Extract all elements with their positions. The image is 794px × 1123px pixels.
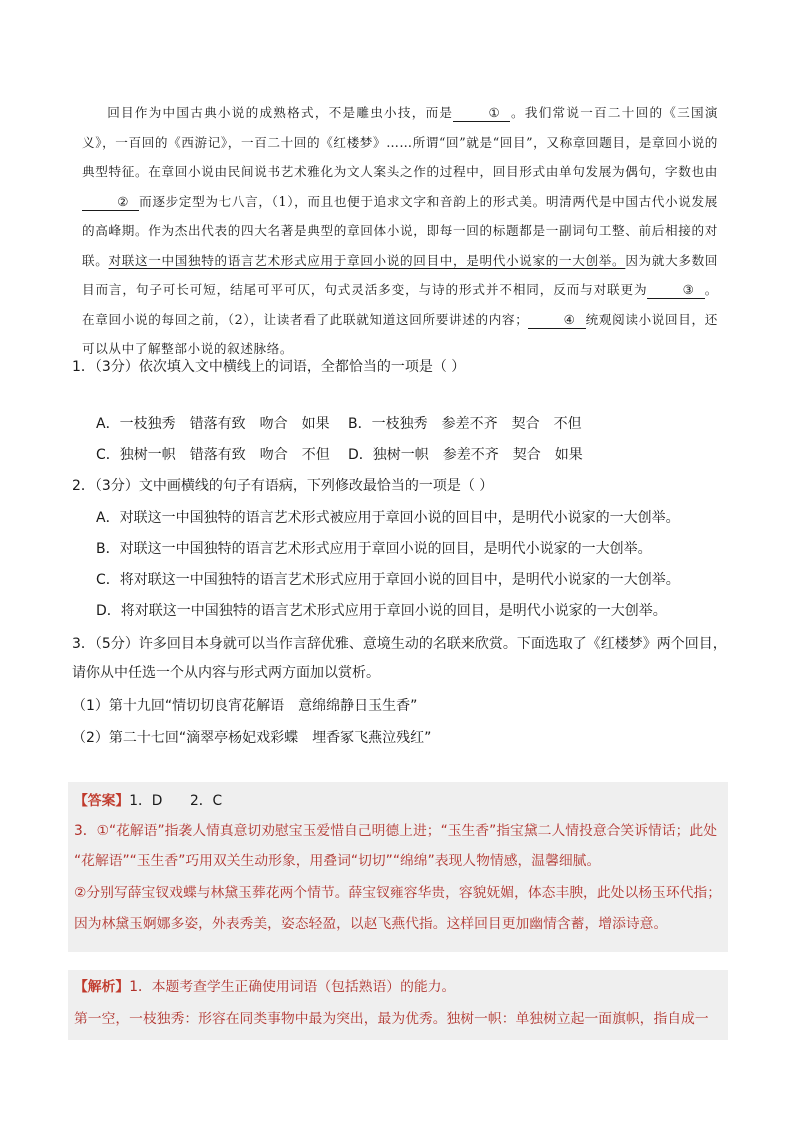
- question-2-stem: 2．（3分）文中画横线的句子有语病，下列修改最恰当的一项是（ ）: [72, 478, 494, 494]
- blank-4: ④: [528, 312, 585, 329]
- question-3-stem-line1: 3．（5分）许多回目本身就可以当作言辞优雅、意境生动的名联来欣赏。下面选取了《红楼梦》两个回目，: [72, 636, 727, 652]
- analysis-tag: 【解析】: [74, 979, 130, 995]
- underlined-sentence: 对联这一中国独特的语言艺术形式应用于章回小说的回目中，是明代小说家的一大创举。: [108, 252, 626, 268]
- q3-item-1: （1）第十九回“情切切良宵花解语 意绵绵静日玉生香”: [72, 698, 418, 714]
- passage-text: 。我们常说一百二十回的《三国演义》，一百回的《西游记》，一百二十回的《红楼梦》……所谓“回”就是“回目”，又称章回题目，是章回小说的典型特征。在章回小说由民间说书艺术雅化为文人案头之作的过程中，回目形式由单句发展为偶句，字数也由: [82, 105, 719, 179]
- passage-text: 。在章回小说的每回之前，（2），让读者看了此联就知道这回所要讲述的内容；: [82, 282, 718, 327]
- analysis-text: 1．本题考查学生正确使用词语（包括熟语）的能力。: [129, 979, 456, 995]
- q2-option-d: D．将对联这一中国独特的语言艺术形式应用于章回小说的回目，是明代小说家的一大创举。: [96, 603, 667, 619]
- answer-line-1: [74, 786, 730, 816]
- answer-line-4: ②分别写薛宝钗戏蝶与林黛玉葬花两个情节。薛宝钗雍容华贵，容貌妩媚，体态丰腴，此处以杨玉环代指；: [74, 885, 722, 901]
- q3-item-2: （2）第二十七回“滴翠亭杨妃戏彩蝶 埋香冢飞燕泣残红”: [72, 730, 432, 746]
- blank-3: ③: [647, 282, 704, 299]
- answer-line-2: 3．①“花解语”指袭人情真意切劝慰宝玉爱惜自己明德上进；“玉生香”指宝黛二人情投意合笑诉情话；此处: [74, 823, 718, 839]
- answer-line-5: 因为林黛玉婀娜多姿，外表秀美，姿态轻盈，以赵飞燕代指。这样回目更加幽情含蓄，增添诗意。: [74, 916, 668, 932]
- blank-2: ②: [82, 194, 139, 211]
- q2-option-b: B．对联这一中国独特的语言艺术形式应用于章回小说的回目，是明代小说家的一大创举。: [96, 541, 652, 557]
- answer-choices: 1．D 2．C: [129, 793, 223, 809]
- passage-text: 回目作为中国古典小说的成熟格式，不是雕虫小技，而是: [107, 105, 454, 120]
- answer-tag: 【答案】: [74, 793, 130, 809]
- q1-option-c: C．独树一帜 错落有致 吻合 不但: [96, 447, 330, 463]
- passage-text: 因为就大多数回目而言，句子可长可短，结尾可平可仄，句式灵活多变，与诗的形式并不相同，反而与对联更为: [82, 252, 719, 297]
- question-1-stem: 1．（3分）依次填入文中横线上的词语，全都恰当的一项是（ ）: [72, 359, 466, 375]
- analysis-line-2: 第一空，一枝独秀：形容在同类事物中最为突出，最为优秀。独树一帜：单独树立起一面旗帜，指自成一: [74, 1011, 709, 1027]
- reading-passage: [82, 98, 718, 364]
- q1-option-d: D．独树一帜 参差不齐 契合 如果: [348, 447, 583, 463]
- q1-option-b: B．一枝独秀 参差不齐 契合 不但: [348, 416, 582, 432]
- q1-option-a: A．一枝独秀 错落有致 吻合 如果: [96, 416, 330, 432]
- q2-option-c: C．将对联这一中国独特的语言艺术形式应用于章回小说的回目中，是明代小说家的一大创举。: [96, 572, 680, 588]
- question-3-stem-line2: 请你从中任选一个从内容与形式两方面加以赏析。: [72, 665, 380, 681]
- passage-text: 统观阅读小说回目，还可以从中了解整部小说的叙述脉络。: [82, 311, 718, 356]
- blank-1: ①: [453, 105, 510, 122]
- q2-option-a: A．对联这一中国独特的语言艺术形式被应用于章回小说的回目中，是明代小说家的一大创举。: [96, 510, 680, 526]
- analysis-line-1: [74, 972, 730, 1002]
- passage-text: 而逐步定型为七八言，（1），而且也便于追求文字和音韵上的形式美。明清两代是中国古代小说发展的高峰期。作为杰出代表的四大名著是典型的章回体小说，即每一回的标题都是一副词句工整、前后相接的对联。: [82, 193, 718, 268]
- answer-line-3: “花解语”“玉生香”巧用双关生动形象，用叠词“切切”“绵绵”表现人物情感，温馨细腻。: [74, 853, 601, 869]
